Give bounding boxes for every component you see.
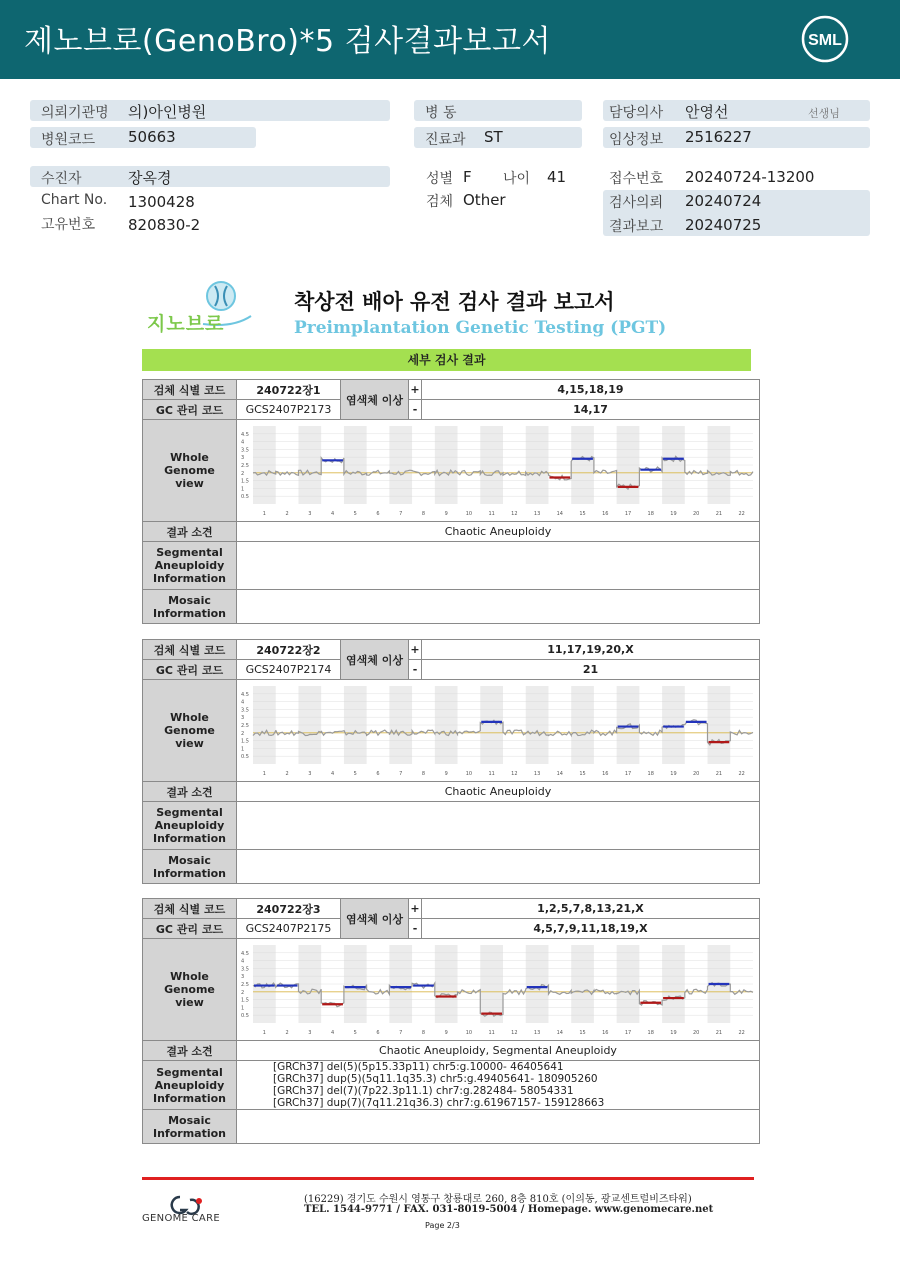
gc-code-value: GCS2407P2175 <box>236 919 340 939</box>
chr-abnormal-label: 염색체 이상 <box>340 380 408 420</box>
y-tick-label: 1.5 <box>240 997 249 1004</box>
x-tick-label: 1 <box>262 1030 266 1036</box>
gain-chromosomes: 4,15,18,19 <box>421 380 759 400</box>
x-tick-label: 18 <box>647 1030 654 1036</box>
genobro-logo-text: 지노브로 <box>147 313 225 335</box>
hospital-code-value: 50663 <box>128 128 176 146</box>
y-tick-label: 0.5 <box>240 754 249 761</box>
x-tick-label: 5 <box>353 1030 357 1036</box>
whole-genome-plot <box>236 680 759 782</box>
y-tick-label: 3.5 <box>240 707 249 714</box>
sex-value: F <box>463 168 472 186</box>
institution-value: 의)아인병원 <box>128 103 207 121</box>
x-tick-label: 21 <box>715 511 723 517</box>
receipt-value: 20240724-13200 <box>685 168 815 186</box>
x-tick-label: 4 <box>330 511 335 517</box>
receipt-label: 접수번호 <box>609 171 664 187</box>
gain-sign: + <box>408 899 421 919</box>
gain-chromosomes: 1,2,5,7,8,13,21,X <box>421 899 759 919</box>
x-tick-label: 16 <box>602 511 609 517</box>
x-tick-label: 9 <box>444 771 448 777</box>
y-tick-label: 1 <box>240 1005 245 1012</box>
x-tick-label: 3 <box>308 1030 312 1036</box>
x-tick-label: 2 <box>285 511 289 517</box>
genome-care-text: GENOME CARE <box>142 1213 220 1224</box>
loss-chromosomes: 4,5,7,9,11,18,19,X <box>421 919 759 939</box>
specimen-value: Other <box>463 191 506 209</box>
y-tick-label: 0.5 <box>240 494 249 501</box>
y-tick-label: 0.5 <box>240 1013 249 1020</box>
x-tick-label: 21 <box>715 1030 723 1036</box>
ward-label: 병 동 <box>425 105 457 121</box>
result-label: 결과 소견 <box>143 522 237 542</box>
whole-genome-label: Whole Genome view <box>143 939 237 1041</box>
y-tick-label: 3.5 <box>240 447 249 454</box>
x-tick-label: 12 <box>511 1030 518 1036</box>
x-tick-label: 4 <box>330 1030 335 1036</box>
doctor-value: 안영선 <box>685 103 729 121</box>
pgt-title-korean: 착상전 배아 유전 검사 결과 보고서 <box>294 290 615 314</box>
sample-code-label: 검체 식별 코드 <box>143 899 237 919</box>
mosaic-info <box>236 590 759 624</box>
segmental-info <box>236 542 759 590</box>
x-tick-label: 1 <box>262 511 266 517</box>
gc-code-value: GCS2407P2174 <box>236 660 340 680</box>
segmental-line: [GRCh37] del(5)(5p15.33p11) chr5:g.10000- 46405641 <box>272 1061 564 1073</box>
gc-code-label: GC 관리 코드 <box>143 400 237 420</box>
y-tick-label: 2.5 <box>240 982 249 988</box>
logo-text: SML <box>808 32 842 49</box>
x-tick-label: 8 <box>421 1030 426 1036</box>
sample-code-value: 240722장2 <box>236 640 340 660</box>
x-tick-label: 15 <box>579 771 586 777</box>
y-tick-label: 1.5 <box>240 478 249 485</box>
section-title: 세부 검사 결과 <box>142 349 751 371</box>
x-tick-label: 7 <box>399 511 403 517</box>
gain-sign: + <box>408 380 421 400</box>
y-tick-label: 1.5 <box>240 738 249 745</box>
x-tick-label: 14 <box>556 511 563 517</box>
gain-sign: + <box>408 640 421 660</box>
x-tick-label: 19 <box>670 511 677 517</box>
y-tick-label: 3 <box>240 715 245 722</box>
y-tick-label: 4.5 <box>240 691 249 698</box>
report-title: 제노브로(GenoBro)*5 검사결과보고서 <box>24 24 551 59</box>
x-tick-label: 22 <box>738 511 745 517</box>
x-tick-label: 13 <box>533 511 541 517</box>
x-tick-label: 22 <box>738 1030 745 1036</box>
x-tick-label: 18 <box>647 771 654 777</box>
patient-value: 장옥경 <box>128 169 172 187</box>
y-tick-label: 2 <box>240 989 245 996</box>
doctor-label: 담당의사 <box>609 105 664 121</box>
footer-address: (16229) 경기도 수원시 영통구 창룡대로 260, 8층 810호 (이의동, 광교센트럴비즈타워) <box>304 1194 692 1205</box>
loss-chromosomes: 14,17 <box>421 400 759 420</box>
x-tick-label: 7 <box>399 1030 403 1036</box>
sml-logo-icon <box>800 14 850 64</box>
x-tick-label: 11 <box>488 771 495 777</box>
footer-contact: TEL. 1544-9771 / FAX. 031-8019-5004 / Homepage. www.genomecare.net <box>304 1204 714 1215</box>
result-value: Chaotic Aneuploidy, Segmental Aneuploidy <box>236 1041 759 1061</box>
sample-table <box>142 639 760 884</box>
x-tick-label: 13 <box>533 1030 541 1036</box>
x-tick-label: 17 <box>624 1030 632 1036</box>
result-value: Chaotic Aneuploidy <box>236 522 759 542</box>
x-tick-label: 22 <box>738 771 745 777</box>
y-tick-label: 1 <box>240 746 245 753</box>
sample-table <box>142 898 760 1144</box>
mosaic-label: Mosaic Information <box>143 850 237 884</box>
x-tick-label: 20 <box>692 511 700 517</box>
x-tick-label: 9 <box>444 1030 448 1036</box>
y-tick-label: 4 <box>240 958 245 965</box>
x-tick-label: 1 <box>262 771 266 777</box>
x-tick-label: 17 <box>624 511 632 517</box>
segmental-line: [GRCh37] dup(7)(7q11.21q36.3) chr7:g.61967157- 159128663 <box>272 1097 605 1109</box>
segmental-info <box>236 802 759 850</box>
chart-value: 1300428 <box>128 193 195 211</box>
mosaic-info <box>236 850 759 884</box>
sample-code-value: 240722장3 <box>236 899 340 919</box>
segmental-label: Segmental Aneuploidy Information <box>143 802 237 850</box>
report-date-label: 결과보고 <box>609 219 664 235</box>
loss-sign: - <box>408 660 421 680</box>
whole-genome-plot <box>236 939 759 1041</box>
x-tick-label: 4 <box>330 771 335 777</box>
sex-label: 성별 <box>426 171 454 187</box>
x-tick-label: 12 <box>511 511 518 517</box>
x-tick-label: 16 <box>602 1030 609 1036</box>
request-label: 검사의뢰 <box>609 195 664 211</box>
id-label: 고유번호 <box>41 217 96 233</box>
gain-chromosomes: 11,17,19,20,X <box>421 640 759 660</box>
x-tick-label: 17 <box>624 771 632 777</box>
age-value: 41 <box>547 168 567 186</box>
x-tick-label: 3 <box>308 771 312 777</box>
x-tick-label: 14 <box>556 1030 563 1036</box>
x-tick-label: 5 <box>353 771 357 777</box>
x-tick-label: 15 <box>579 511 586 517</box>
x-tick-label: 10 <box>465 511 473 517</box>
whole-genome-label: Whole Genome view <box>143 420 237 522</box>
x-tick-label: 16 <box>602 771 609 777</box>
result-value: Chaotic Aneuploidy <box>236 782 759 802</box>
patient-label: 수진자 <box>41 171 82 187</box>
y-tick-label: 4.5 <box>240 431 249 438</box>
x-tick-label: 12 <box>511 771 518 777</box>
y-tick-label: 3 <box>240 974 245 981</box>
sample-code-label: 검체 식별 코드 <box>143 640 237 660</box>
whole-genome-plot <box>236 420 759 522</box>
dept-value: ST <box>484 128 503 146</box>
pgt-title-english: Preimplantation Genetic Testing (PGT) <box>294 318 667 338</box>
clinical-label: 임상정보 <box>609 132 664 148</box>
gc-code-label: GC 관리 코드 <box>143 660 237 680</box>
x-tick-label: 9 <box>444 511 448 517</box>
x-tick-label: 5 <box>353 511 357 517</box>
page-number: Page 2/3 <box>425 1221 460 1230</box>
patient-band <box>30 166 390 187</box>
loss-chromosomes: 21 <box>421 660 759 680</box>
segmental-info <box>236 1061 759 1110</box>
result-label: 결과 소견 <box>143 1041 237 1061</box>
y-tick-label: 2 <box>240 730 245 737</box>
institution-label: 의뢰기관명 <box>41 105 109 121</box>
x-tick-label: 20 <box>692 771 700 777</box>
x-tick-label: 6 <box>376 771 380 777</box>
y-tick-label: 2 <box>240 470 245 477</box>
footer-divider <box>142 1177 754 1180</box>
sample-table <box>142 379 760 624</box>
mosaic-label: Mosaic Information <box>143 1110 237 1144</box>
request-value: 20240724 <box>685 192 762 210</box>
x-tick-label: 20 <box>692 1030 700 1036</box>
age-label: 나이 <box>503 171 531 187</box>
y-tick-label: 1 <box>240 486 245 493</box>
genobro-logo-icon <box>143 278 253 338</box>
segmental-label: Segmental Aneuploidy Information <box>143 1061 237 1110</box>
x-tick-label: 19 <box>670 1030 677 1036</box>
segmental-line: [GRCh37] del(7)(7p22.3p11.1) chr7:g.282484- 58054331 <box>272 1085 574 1097</box>
x-tick-label: 11 <box>488 511 495 517</box>
chr-abnormal-label: 염색체 이상 <box>340 899 408 939</box>
chart-label: Chart No. <box>41 192 108 208</box>
chr-abnormal-label: 염색체 이상 <box>340 640 408 680</box>
whole-genome-label: Whole Genome view <box>143 680 237 782</box>
y-tick-label: 2.5 <box>240 723 249 729</box>
x-tick-label: 21 <box>715 771 723 777</box>
segmental-label: Segmental Aneuploidy Information <box>143 542 237 590</box>
x-tick-label: 2 <box>285 1030 289 1036</box>
gc-code-label: GC 관리 코드 <box>143 919 237 939</box>
dept-label: 진료과 <box>425 132 466 148</box>
hospital-code-label: 병원코드 <box>41 132 96 148</box>
result-label: 결과 소견 <box>143 782 237 802</box>
mosaic-info <box>236 1110 759 1144</box>
x-tick-label: 15 <box>579 1030 586 1036</box>
x-tick-label: 8 <box>421 511 426 517</box>
id-value: 820830-2 <box>128 216 201 234</box>
doctor-suffix: 선생님 <box>808 107 840 120</box>
loss-sign: - <box>408 919 421 939</box>
gc-code-value: GCS2407P2173 <box>236 400 340 420</box>
report-header-bar <box>0 0 900 79</box>
x-tick-label: 2 <box>285 771 289 777</box>
x-tick-label: 10 <box>465 771 473 777</box>
x-tick-label: 13 <box>533 771 541 777</box>
sample-code-value: 240722장1 <box>236 380 340 400</box>
y-tick-label: 2.5 <box>240 463 249 469</box>
report-date-value: 20240725 <box>685 216 762 234</box>
segmental-line: [GRCh37] dup(5)(5q11.1q35.3) chr5:g.49405641- 180905260 <box>272 1073 598 1085</box>
x-tick-label: 6 <box>376 511 380 517</box>
clinical-value: 2516227 <box>685 128 752 146</box>
x-tick-label: 10 <box>465 1030 473 1036</box>
x-tick-label: 11 <box>488 1030 495 1036</box>
loss-sign: - <box>408 400 421 420</box>
x-tick-label: 14 <box>556 771 563 777</box>
x-tick-label: 6 <box>376 1030 380 1036</box>
y-tick-label: 4.5 <box>240 950 249 957</box>
x-tick-label: 3 <box>308 511 312 517</box>
y-tick-label: 3.5 <box>240 966 249 973</box>
x-tick-label: 7 <box>399 771 403 777</box>
x-tick-label: 18 <box>647 511 654 517</box>
mosaic-label: Mosaic Information <box>143 590 237 624</box>
y-tick-label: 3 <box>240 455 245 462</box>
x-tick-label: 19 <box>670 771 677 777</box>
y-tick-label: 4 <box>240 699 245 706</box>
specimen-label: 검체 <box>426 194 454 210</box>
y-tick-label: 4 <box>240 439 245 446</box>
sample-code-label: 검체 식별 코드 <box>143 380 237 400</box>
x-tick-label: 8 <box>421 771 426 777</box>
